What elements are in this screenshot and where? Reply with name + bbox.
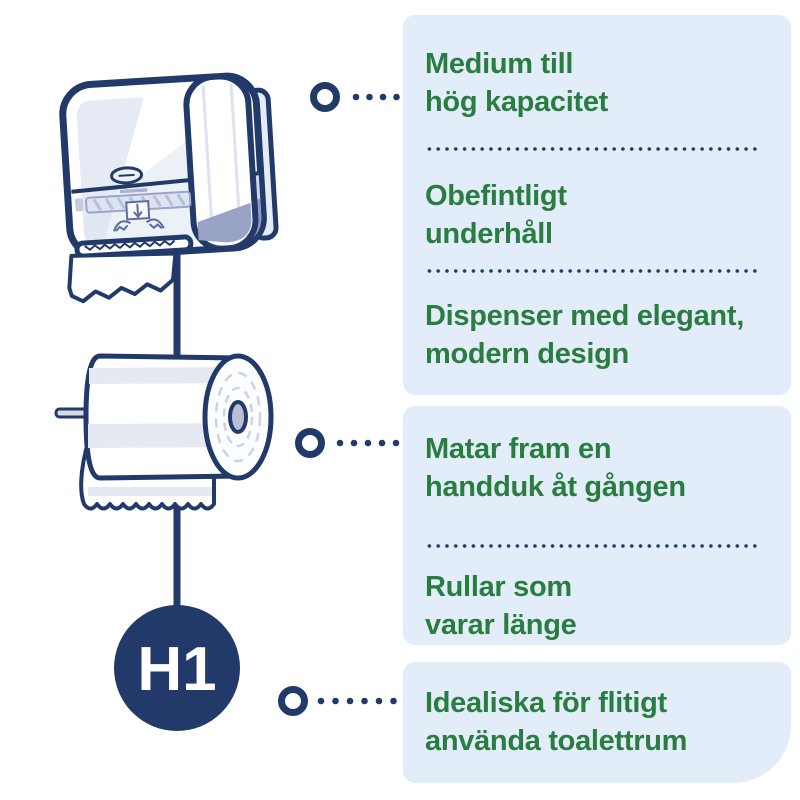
- feature-text: [425, 45, 781, 121]
- feature-box-capacity: [403, 15, 791, 395]
- feature-line: varar länge: [425, 609, 577, 641]
- feature-line: Obefintligt: [425, 180, 567, 212]
- feature-line: hög kapacitet: [425, 86, 609, 118]
- feature-text: [425, 177, 781, 253]
- dispenser-paper: [67, 250, 178, 303]
- dispenser-icon: [57, 74, 280, 302]
- connector-dots: [353, 94, 400, 101]
- feature-line: Matar fram en: [425, 433, 612, 465]
- feature-text: [425, 297, 781, 373]
- paper-roll-icon: [56, 356, 271, 509]
- dotted-divider: [425, 269, 761, 273]
- feature-line: handduk åt gången: [425, 471, 686, 503]
- connector-dots: [337, 440, 400, 447]
- feature-line: Rullar som: [425, 571, 572, 603]
- feature-box-washroom: [403, 662, 791, 783]
- h1-badge-label: H1: [137, 635, 217, 704]
- feature-line: Idealiska för flitigt: [425, 687, 667, 719]
- connector-dispensing: [299, 432, 400, 455]
- feature-box-dispensing: [403, 406, 791, 645]
- feature-text: [425, 684, 781, 760]
- roll-end-cap: [205, 356, 271, 478]
- feature-line: Medium till: [425, 48, 574, 80]
- dotted-divider: [425, 147, 761, 151]
- connector-ring-icon: [282, 690, 305, 713]
- h1-badge: [114, 605, 240, 731]
- feature-text: [425, 568, 781, 644]
- feature-line: underhåll: [425, 218, 553, 250]
- dispenser-side-strip: [185, 75, 257, 250]
- feature-line: använda toalettrum: [425, 725, 688, 757]
- connector-ring-icon: [314, 86, 337, 109]
- connector-dots: [318, 698, 397, 705]
- dotted-divider: [425, 544, 761, 548]
- connector-washroom: [282, 690, 397, 713]
- connector-capacity: [314, 86, 400, 109]
- feature-text: [425, 430, 781, 506]
- tork-logo: [111, 167, 142, 184]
- feature-line: modern design: [425, 338, 629, 370]
- feature-line: Dispenser med elegant,: [425, 300, 744, 332]
- connector-ring-icon: [299, 432, 322, 455]
- roll-core: [230, 402, 246, 432]
